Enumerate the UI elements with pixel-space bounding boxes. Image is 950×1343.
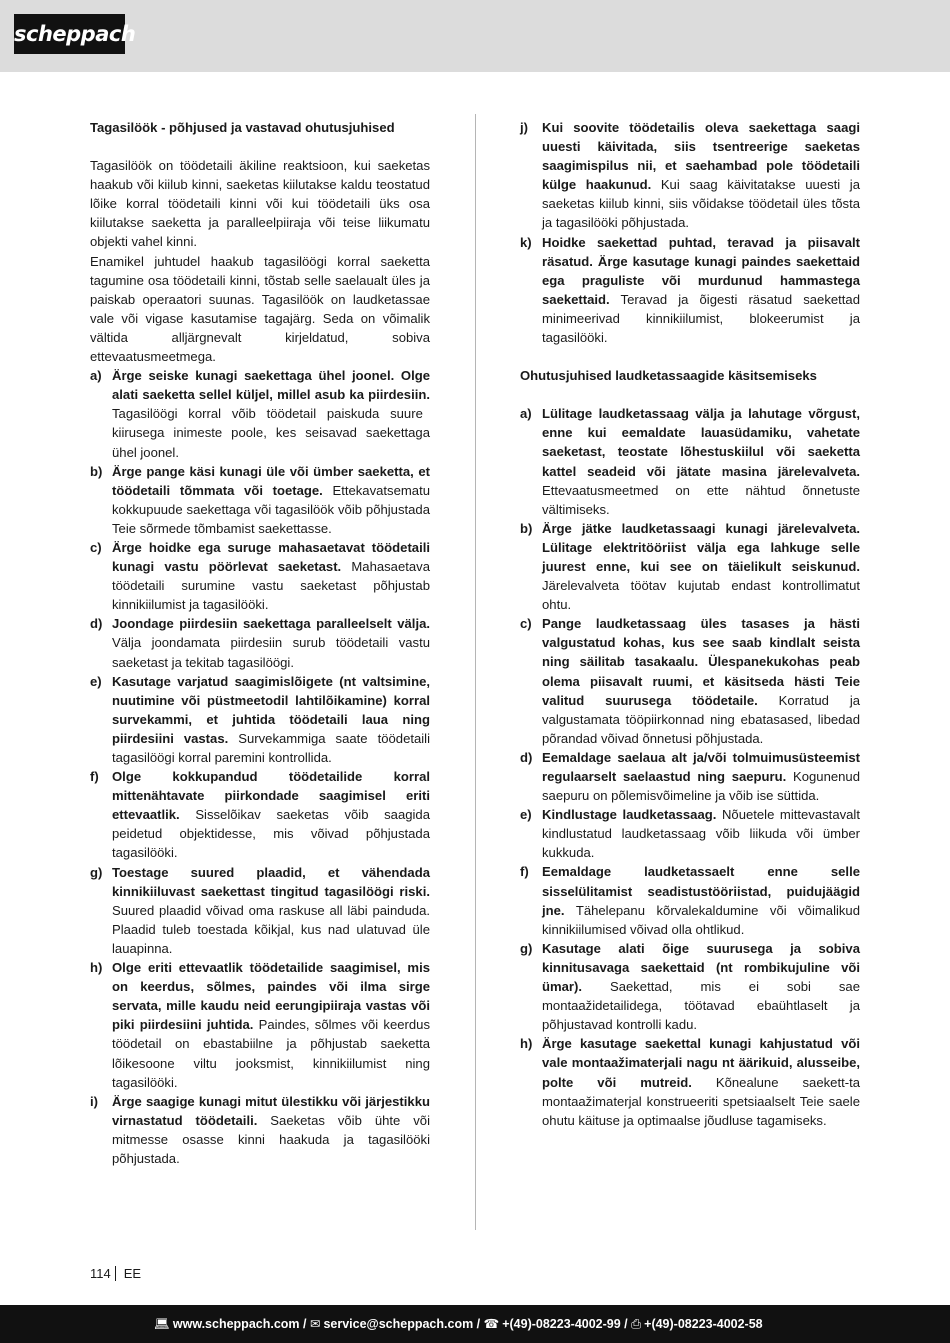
list-item-emphasis: Kasutage varjatud saagimislõigete (nt valtsimine, nuutimine või püstmeetodil lahtilõikamine) korral survekammi, et juhtida töödetaili laua ning piirdesiini vastas. — [112, 673, 430, 746]
list-item-text — [112, 1092, 430, 1168]
list-item-emphasis: Ärge hoidke ega suruge mahasaetavat töödetaili kunagi vastu pöörlevat saeketast. — [112, 539, 430, 575]
list-item-label: e) — [520, 807, 532, 823]
list-item-emphasis: Pange laudketassaag üles tasases ja hästi valgustatud kohas, kus see saab kindlalt seista ning säilitab tasakaalu. Ülespanekukohas peab olema piisavalt ruumi, et käsitseda hästi Teie valitud suurusega töödetaile. — [542, 616, 860, 708]
list-item — [520, 118, 860, 233]
language-code: EE — [123, 1266, 142, 1281]
list-item — [520, 805, 860, 862]
kickback-intro-2: Enamikel juhtudel haakub tagasilöögi korral saeketta tagumine osa töödetaili kinni, tõstab selle saelaualt üles ja paiskab operaatori suunas. Tagasilöök on laudketassae vale või vigase kasutamise tagajärg. Seda on võimalik vältida alljärgnevalt kirjeldatud, sobiva ettevaatusmeetmega. — [90, 253, 430, 365]
list-item-body: Saekettad, mis ei sobi sae montaažidetailidega, töötavad ebaühtlaselt ja põhjustavad kontrolli kadu. — [542, 979, 860, 1033]
list-item-label: j) — [520, 120, 528, 135]
list-item-emphasis: Ärge pange käsi kunagi üle või ümber saeketta, et töödetaili tõmmata või toetage. — [112, 463, 430, 498]
list-item-emphasis: Ärge saagige kunagi mitut ülestikku või järjestikku virnastatud töödetaili. — [112, 1093, 430, 1128]
list-item-body: Ettevaatusmeetmed on ette nähtud õnnetuste vältimiseks. — [542, 482, 860, 517]
brand-logo: scheppach — [14, 14, 125, 54]
list-item-emphasis: Kui soovite töödetailis oleva saekettaga saagi uuesti käivitada, siis tsentreerige saeketas saagimispilus nii, et saehambad pole töödetaili külge haakunud. — [542, 120, 860, 193]
list-item-text — [542, 1034, 860, 1129]
list-item-body: Suured plaadid võivad oma raskuse all läbi painduda. Plaadid tuleb toestada kõikjal, kus nad ulatuvad üle lauapinna. — [112, 902, 430, 956]
kickback-list-continued — [520, 118, 860, 347]
email-link[interactable]: service@scheppach.com — [323, 1317, 474, 1331]
kickback-list — [90, 366, 430, 1168]
list-item-emphasis: Kindlustage laudketassaag. — [542, 807, 717, 823]
header-bar — [0, 0, 950, 72]
phone-icon: ☎︎ — [483, 1317, 500, 1331]
list-item-text — [112, 462, 430, 538]
list-item-body: Paindes, sõlmes või keerdus töödetail on ebastabiilne ja põhjustab saeketta lõikesoone viltu jooksmist, kinnikiilumist ning tagasilööki. — [112, 1017, 430, 1090]
website-link[interactable]: www.scheppach.com — [172, 1317, 300, 1331]
list-item — [520, 233, 860, 348]
list-item — [90, 614, 430, 671]
list-item-label: h) — [520, 1036, 533, 1052]
list-item-emphasis: Kasutage alati õige suurusega ja sobiva kinnitusavaga saekettaid (nt rombikujuline või ümar). — [542, 940, 860, 995]
contact-footer — [0, 1305, 950, 1343]
list-item-body: Tähelepanu kõrvalekaldumine või võimalikud kinnikiilumised võivad olla ohtlikud. — [542, 902, 860, 937]
list-item-text — [112, 767, 430, 862]
list-item — [520, 748, 860, 805]
list-item — [90, 462, 430, 538]
list-item-label: b) — [90, 463, 103, 479]
list-item-emphasis: Lülitage laudketassaag välja ja lahutage võrgust, enne kui eemaldate lauasüdamiku, vahetate saeketast, teostate lõhestuskiilul või saeketta kattel seadeid või jätate masina järelevalveta. — [542, 406, 860, 479]
phone-number[interactable]: +(49)-08223-4002-99 — [502, 1317, 621, 1331]
list-item-label: c) — [520, 616, 532, 632]
list-item-text — [542, 748, 860, 805]
list-item — [90, 366, 430, 461]
mail-icon: ✉︎ — [309, 1317, 321, 1331]
kickback-heading: Tagasilöök - põhjused ja vastavad ohutusjuhised — [90, 120, 395, 135]
list-item-body: Saeketas võib ühte või mitmesse osasse kinni haakuda ja tagasilööki põhjustada. — [112, 1112, 430, 1166]
fax-icon: ⎙ — [631, 1317, 642, 1331]
list-item-text — [112, 672, 430, 767]
list-item — [90, 538, 430, 614]
list-item-body: Välja joondamata piirdesiin surub töödetaili vastu saeketast ja tekitab tagasilöögi. — [112, 635, 430, 670]
list-item-body: Tagasilöögi korral võib töödetail paiskuda suure kiirusega inimeste poole, kes seisavad saekettaga ühel joonel. — [112, 406, 430, 460]
list-item-body: Sisselõikav saeketas võib saagida peidetud objektidesse, mis võivad põhjustada tagasilööki. — [112, 807, 430, 861]
fax-number: +(49)-08223-4002-58 — [644, 1317, 763, 1331]
list-item — [520, 404, 860, 519]
list-item-text — [542, 404, 860, 519]
list-item-text — [542, 519, 860, 614]
list-item-body: Kogunenud saepuru on põlemisvõimeline ja võib ise süttida. — [542, 769, 860, 804]
list-item — [90, 958, 430, 1092]
kickback-intro-1: Tagasilöök on töödetaili äkiline reaktsioon, kui saeketas haakub või kiilub kinni, saeketas kiilutakse kaldu teostatud lõike korral töödetaili kinni või kui töödetaili üks osa kiilutakse saeketta ja paralleelpiiraja või teise liikumatu objekti vahel kinni. — [90, 158, 430, 250]
list-item-body: Ettekavatsematu kokkupuude saekettaga või tagasilöök võib põhjustada Teie sõrmede tõmbamist saekettasse. — [112, 482, 430, 536]
list-item-label: g) — [90, 864, 103, 880]
left-column — [90, 118, 430, 1168]
list-item-text — [112, 538, 430, 614]
list-item-label: g) — [520, 940, 533, 956]
list-item-label: d) — [520, 749, 533, 765]
list-item-emphasis: Olge kokkupandud töödetailide korral mittenähtavate piirkondade saagimisel eriti ettevaatlik. — [112, 769, 430, 823]
footer-separator: / — [299, 1317, 310, 1331]
list-item — [90, 767, 430, 862]
list-item-label: k) — [520, 234, 532, 250]
list-item-text — [542, 118, 860, 233]
page-footer-number — [90, 1266, 141, 1282]
list-item — [520, 519, 860, 614]
list-item-label: b) — [520, 520, 533, 536]
list-item-body: Järelevalveta töötav kujutab endast kontrollimatut ohtu. — [542, 578, 860, 613]
footer-separator: / — [620, 1317, 632, 1331]
list-item-label: f) — [520, 864, 529, 880]
list-item — [520, 1034, 860, 1129]
list-item-label: e) — [90, 673, 102, 689]
list-item-text — [542, 614, 860, 748]
list-item-label: h) — [90, 960, 103, 976]
list-item-emphasis: Ärge seiske kunagi saekettaga ühel joonel. Olge alati saeketta sellel küljel, millel asub ka piirdesiin. — [112, 368, 430, 403]
list-item — [90, 1092, 430, 1168]
list-item-label: i) — [90, 1093, 98, 1109]
list-item-text — [112, 614, 430, 671]
footer-separator: / — [473, 1317, 484, 1331]
page-number: 114 — [90, 1266, 111, 1281]
list-item-text — [542, 233, 860, 348]
table-saw-safety-heading: Ohutusjuhised laudketassaagide käsitsemiseks — [520, 368, 817, 384]
list-item-body: Nõuetele mittevastavalt kindlustatud laudketassaag võib liikuda või ümber kukkuda. — [542, 807, 860, 861]
list-item-emphasis: Joondage piirdesiin saekettaga paralleelselt välja. — [112, 616, 430, 632]
list-item-text — [542, 862, 860, 938]
list-item-text — [542, 805, 860, 862]
list-item-body: Mahasaetava töödetaili surumine vastu saeketast põhjustab kinnikiilumist ja tagasilööki. — [112, 559, 430, 613]
list-item-body: Teravad ja õigesti räsatud saekettad minimeerivad kinnikiilumist, blokeerumist ja tagasilööki. — [542, 291, 860, 346]
page-separator — [115, 1266, 116, 1281]
list-item — [520, 939, 860, 1034]
list-item-emphasis: Eemaldage laudketassaelt enne selle sisselülitamist seadistustööriistad, puidujäägid jne. — [542, 864, 860, 918]
list-item — [90, 863, 430, 958]
list-item-text — [112, 863, 430, 958]
list-item-emphasis: Eemaldage saelaua alt ja/või tolmuimusüsteemist regulaarselt saelaastud ning saepuru. — [542, 749, 860, 784]
list-item-emphasis: Ärge jätke laudketassaagi kunagi järelevalveta. Lülitage elektritööriist välja ega lahkuge selle juurest enne, kui see on täielikult seiskunud. — [542, 520, 860, 574]
list-item-body: Kõnealune saekett-ta montaažimaterjal konstrueeriti spetsiaalselt Teie saele ohutu käituse ja optimaalse jõudluse tagamiseks. — [542, 1074, 861, 1128]
list-item-label: c) — [90, 539, 102, 555]
computer-icon: 💻︎ — [154, 1317, 170, 1331]
list-item-text — [112, 958, 430, 1092]
list-item — [90, 672, 430, 767]
list-item — [520, 862, 860, 938]
list-item-emphasis: Toestage suured plaadid, et vähendada kinnikiiluvast saekettast tingitud tagasilöögi riski. — [112, 864, 430, 899]
list-item-emphasis: Olge eriti ettevaatlik töödetailide saagimisel, mis on keerdus, sõlmes, paindes või ilma sirge servata, mille kaudu neid eerungipiiraja vastas või piki piirdesiini juhtida. — [112, 960, 430, 1033]
list-item-body: Korratud ja valgustamata tööpiirkonnad ning ebatasased, libedad põrandad võivad õnnetusi põhjustada. — [542, 692, 861, 746]
list-item-label: a) — [520, 406, 532, 422]
column-divider — [475, 114, 476, 1230]
list-item-body: Kui saag käivitatakse uuesti ja saeketas kiilub kinni, siis võidakse töödetail üles tõsta ja tagasilööki põhjustada. — [542, 177, 860, 231]
list-item — [520, 614, 860, 748]
list-item-emphasis: Hoidke saekettad puhtad, teravad ja piisavalt räsatud. Ärge kasutage kunagi paindes saekettaid ega praguliste või murdunud hammastega saekettaid. — [542, 234, 860, 307]
list-item-label: a) — [90, 368, 102, 384]
list-item-emphasis: Ärge kasutage saekettal kunagi kahjustatud või vale montaažimaterjali nagu nt äärikuid, alusseibe, polte või mutreid. — [542, 1036, 860, 1090]
right-column — [520, 118, 860, 1130]
list-item-text — [542, 939, 860, 1034]
list-item-label: d) — [90, 616, 103, 632]
list-item-label: f) — [90, 769, 99, 785]
list-item-body: Survekammiga saate töödetaili tagasilöögi korral paremini kontrollida. — [112, 730, 430, 765]
list-item-text — [112, 366, 430, 461]
table-saw-safety-list — [520, 404, 860, 1130]
